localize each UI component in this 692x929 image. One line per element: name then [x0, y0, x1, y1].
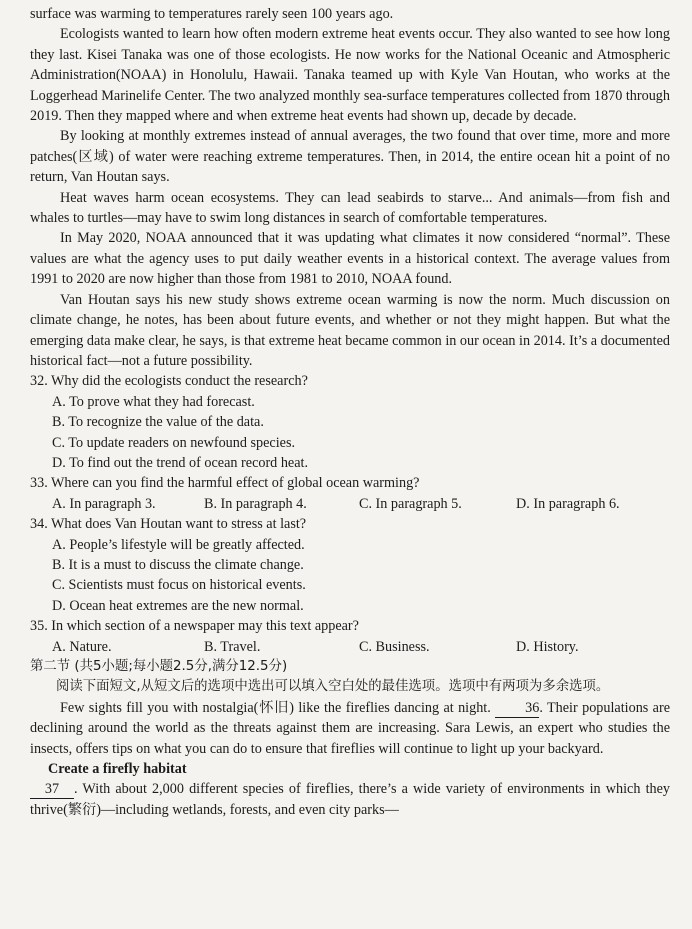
- blank-36: 36: [495, 700, 539, 718]
- cloze-paragraph-2: [30, 779, 670, 820]
- cloze-paragraph-1: [30, 698, 670, 759]
- question-35: [30, 616, 670, 657]
- option-a: A. To prove what they had forecast.: [52, 393, 255, 410]
- subheading: Create a firefly habitat: [48, 761, 187, 778]
- option-c: C. To update readers on newfound species.: [52, 434, 296, 451]
- option-d: D. Ocean heat extremes are the new normal.: [52, 597, 304, 614]
- cloze-text: . Their populations are declining around the world as the threats against them are increasing. Sara Lewis, an expert who studies the insects, offers tips on what you can do to ensure that fireflies will continue to light up your backyard.: [30, 699, 670, 757]
- option-c: C. In paragraph 5.: [359, 495, 462, 512]
- question-stem: 32. Why did the ecologists conduct the research?: [30, 373, 308, 390]
- passage-paragraph-0: surface was warming to temperatures rarely seen 100 years ago.: [30, 6, 394, 22]
- option-d: D. To find out the trend of ocean record heat.: [52, 454, 308, 471]
- section-heading: 第二节 (共5小题;每小题2.5分,满分12.5分): [30, 659, 288, 674]
- option-c: C. Business.: [359, 638, 430, 655]
- option-b: B. To recognize the value of the data.: [52, 414, 264, 431]
- cloze-text: Few sights fill you with nostalgia(怀旧) like the fireflies dancing at night.: [60, 699, 496, 716]
- passage-paragraph-5: Van Houtan says his new study shows extreme ocean warming is now the norm. Much discussion on climate change, he notes, has been about future events, and whether or not they might happen. But what the emerging data make clear, he says, is that extreme heat became common in our ocean in 2014. It’s a documented historical fact—not a future possibility.: [30, 291, 670, 369]
- passage-paragraph-1: Ecologists wanted to learn how often modern extreme heat events occur. They also wanted to see how long they last. Kisei Tanaka was one of those ecologists. He now works for the National Oceanic and Atmospheric Administration(NOAA) in Honolulu, Hawaii. Tanaka teamed up with Kyle Van Houtan, who works at the Loggerhead Marinelife Center. The two analyzed monthly sea-surface temperatures collected from 1870 through 2019. Then they mapped where and when extreme heat events had shown up, decade by decade.: [30, 26, 670, 125]
- question-stem: 34. What does Van Houtan want to stress at last?: [30, 516, 307, 533]
- option-d: D. In paragraph 6.: [516, 495, 620, 512]
- options-row: [30, 494, 670, 514]
- option-b: B. In paragraph 4.: [204, 495, 307, 512]
- option-a: A. People’s lifestyle will be greatly affected.: [52, 536, 305, 553]
- option-a: A. Nature.: [52, 638, 112, 655]
- option-c: C. Scientists must focus on historical events.: [52, 577, 306, 594]
- passage-paragraph-2: By looking at monthly extremes instead of annual averages, the two found that over time, more and more patches(区域) of water were reaching extreme temperatures. Then, in 2014, the entire ocean hit a point of no return, Van Houtan says.: [30, 128, 670, 186]
- option-b: B. Travel.: [204, 638, 261, 655]
- option-b: B. It is a must to discuss the climate change.: [52, 556, 304, 573]
- question-stem: 35. In which section of a newspaper may this text appear?: [30, 618, 359, 635]
- question-33: [30, 473, 670, 514]
- question-32: [30, 371, 670, 473]
- blank-37: 37: [30, 781, 74, 799]
- passage-paragraph-3: Heat waves harm ocean ecosystems. They can lead seabirds to starve... And animals—from fish and whales to turtles—may have to swim long distances in search of comfortable temperatures.: [30, 189, 670, 227]
- options-row: [30, 637, 670, 657]
- cloze-text: . With about 2,000 different species of fireflies, there’s a wide variety of environments in which they thrive(繁衍)—including wetlands, forests, and even city parks—: [30, 781, 670, 818]
- option-a: A. In paragraph 3.: [52, 495, 156, 512]
- question-stem: 33. Where can you find the harmful effect of global ocean warming?: [30, 475, 420, 492]
- option-d: D. History.: [516, 638, 579, 655]
- section-instruction: 阅读下面短文,从短文后的选项中选出可以填入空白处的最佳选项。选项中有两项为多余选项。: [56, 679, 610, 695]
- question-34: [30, 514, 670, 616]
- passage-paragraph-4: In May 2020, NOAA announced that it was updating what climates it now considered “normal”. These values are what the agency uses to put daily weather events in a historical context. The average values from 1991 to 2020 are now higher than those from 1981 to 2010, NOAA found.: [30, 230, 670, 288]
